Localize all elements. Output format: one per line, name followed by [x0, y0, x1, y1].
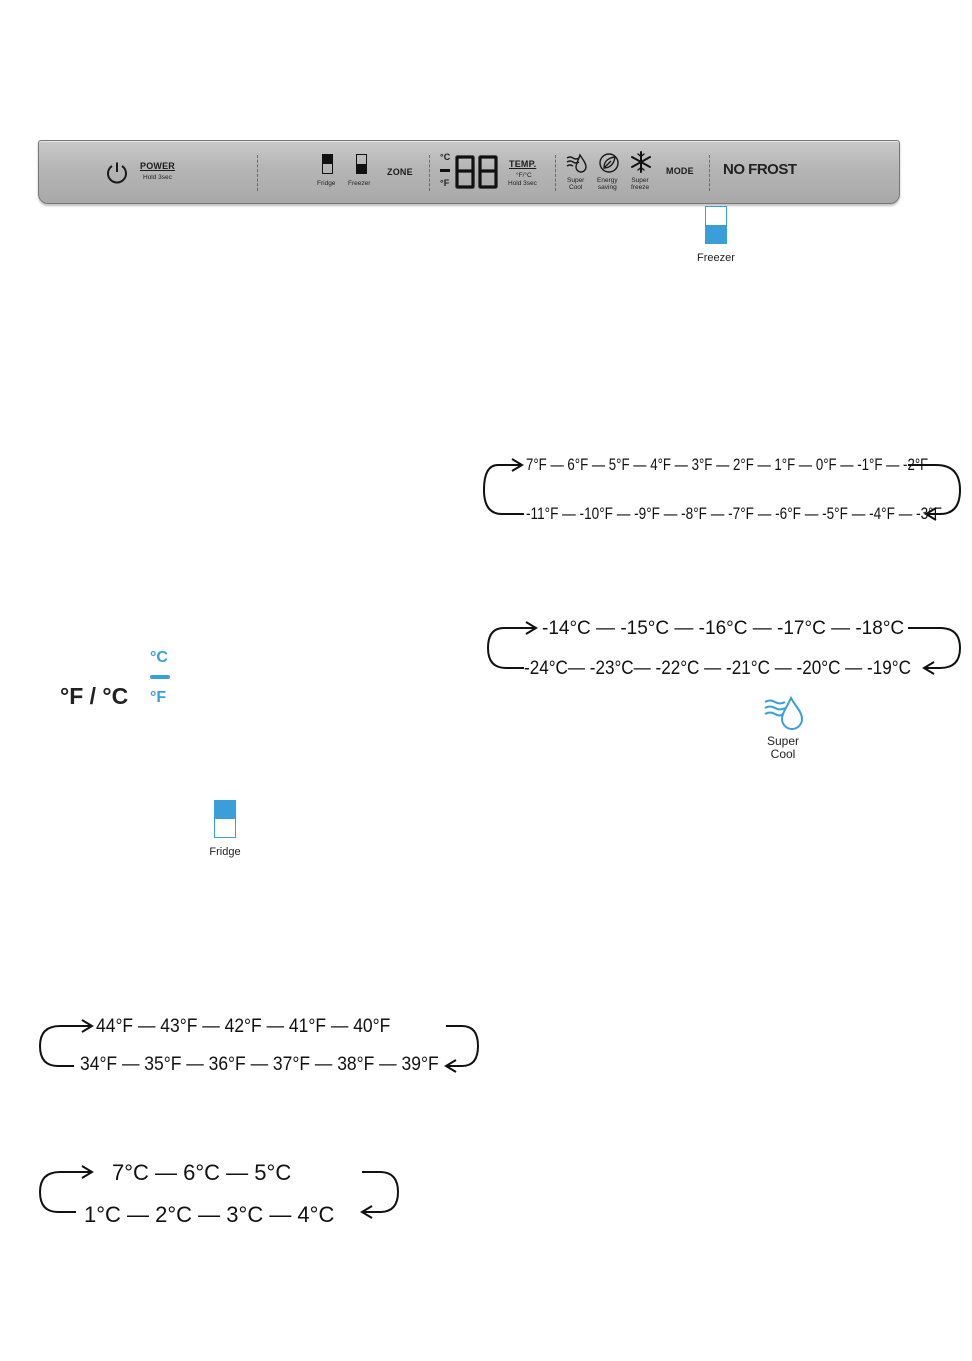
celsius-unit-indicator: °C — [440, 152, 451, 162]
seven-segment-display — [455, 155, 499, 189]
fridge-c-top-row: 7°C — 6°C — 5°C — [112, 1160, 292, 1185]
unit-toggle-label: °F / °C — [60, 683, 129, 709]
fridge-f-top-row: 44°F — 43°F — 42°F — 41°F — 40°F — [96, 1016, 391, 1037]
fridge-zone-label: Fridge — [317, 180, 336, 187]
fridge-zone-icon[interactable] — [322, 154, 333, 174]
fridge-indicator-icon — [214, 800, 236, 838]
snowflake-icon[interactable] — [630, 151, 652, 178]
temp-hold-label: Hold 3sec — [508, 180, 537, 187]
control-panel — [38, 140, 900, 204]
fahrenheit-unit-indicator: °F — [440, 178, 450, 188]
power-icon[interactable] — [105, 161, 129, 190]
freezer-c-bottom-row: -24°C— -23°C— -22°C — -21°C — -20°C — -19°C — [524, 658, 911, 679]
fridge-celsius-cycle — [36, 1160, 406, 1230]
super-cool-blue-icon — [763, 694, 805, 735]
freezer-fahrenheit-cycle — [480, 450, 970, 530]
freezer-c-top-row: -14°C — -15°C — -16°C — -17°C — -18°C — [542, 618, 905, 639]
panel-divider — [709, 155, 710, 191]
zone-label: ZONE — [387, 167, 413, 177]
brand-logo: NO FROST — [723, 161, 797, 178]
panel-divider — [257, 155, 258, 191]
mode-label[interactable]: MODE — [666, 166, 694, 176]
freezer-indicator-icon — [705, 206, 727, 244]
super-freeze-label: Super freeze — [631, 177, 650, 191]
freezer-f-top-row: 7°F — 6°F — 5°F — 4°F — 3°F — 2°F — 1°F — 0°F — -1°F — -2°F — [526, 455, 929, 474]
fridge-f-bottom-row: 34°F — 35°F — 36°F — 37°F — 38°F — 39°F — [80, 1054, 439, 1075]
unit-toggle-bar — [150, 675, 170, 679]
super-cool-label: Super Cool — [567, 177, 585, 191]
fridge-c-bottom-row: 1°C — 2°C — 3°C — 4°C — [84, 1202, 335, 1227]
fridge-indicator-label: Fridge — [209, 846, 241, 858]
freezer-zone-icon[interactable] — [356, 154, 367, 174]
power-label: POWER — [140, 161, 176, 171]
freezer-indicator-label: Freezer — [697, 252, 735, 264]
freezer-zone-label: Freezer — [348, 180, 371, 187]
unit-toggle-celsius: °C — [150, 649, 168, 666]
unit-toggle-fahrenheit: °F — [150, 689, 167, 706]
energy-saving-icon[interactable] — [598, 152, 620, 179]
temp-units-label: °F/°C — [516, 172, 532, 179]
temp-label[interactable]: TEMP. — [509, 159, 537, 169]
power-hold-label: Hold 3sec — [143, 174, 172, 181]
minus-segment — [440, 169, 450, 172]
energy-saving-label: Energy saving — [597, 177, 618, 191]
super-cool-caption: Super Cool — [766, 734, 800, 761]
freezer-f-bottom-row: -11°F — -10°F — -9°F — -8°F — -7°F — -6°F — -5°F — -4°F — -3°F — [526, 504, 942, 523]
super-cool-icon[interactable] — [565, 152, 587, 179]
panel-divider — [429, 155, 430, 191]
panel-divider — [555, 155, 556, 191]
freezer-celsius-cycle — [484, 614, 970, 686]
fridge-fahrenheit-cycle — [36, 1016, 486, 1078]
